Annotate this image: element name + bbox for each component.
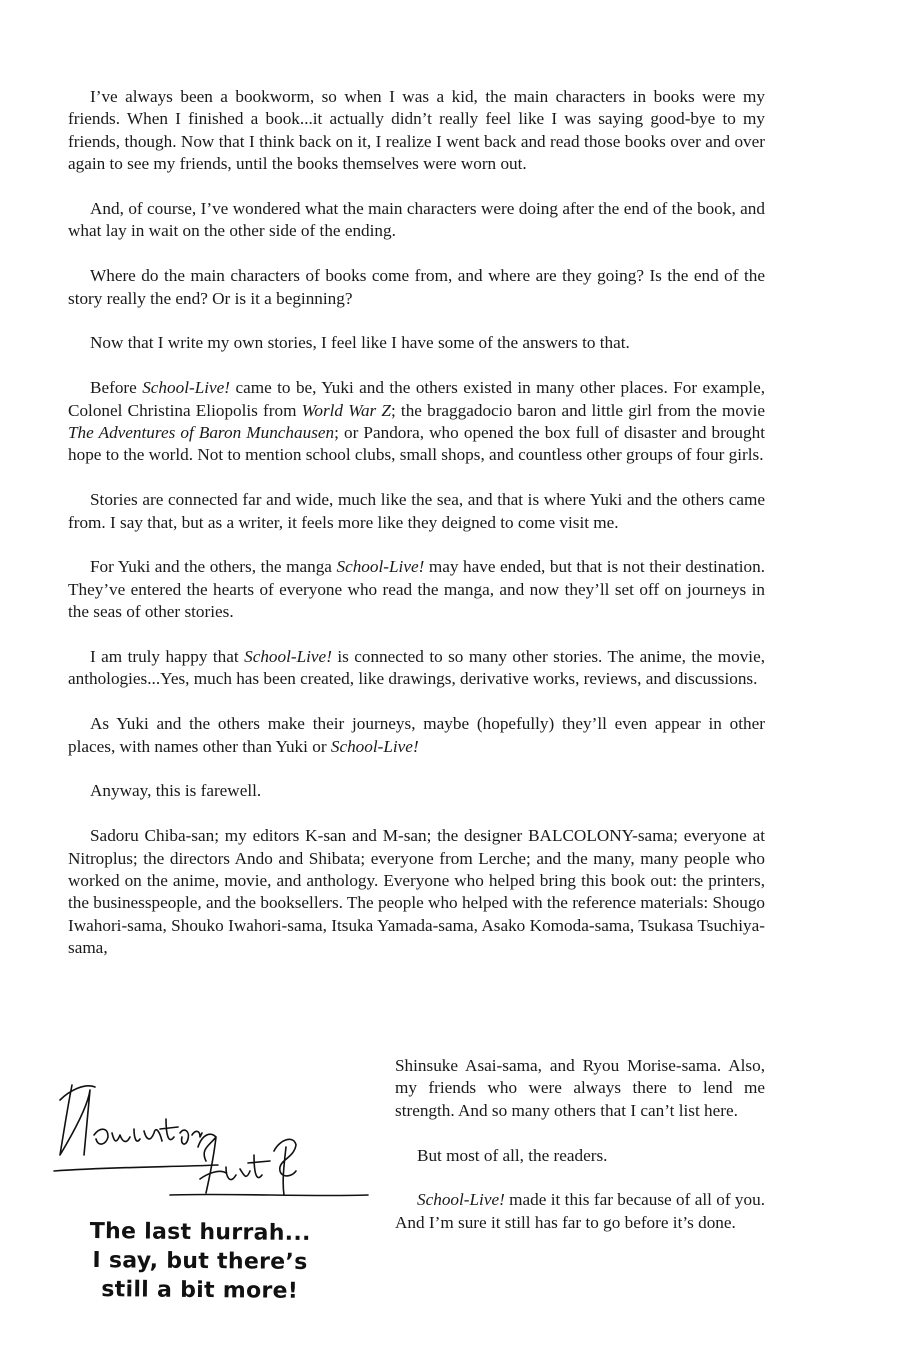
paragraph-11: Sadoru Chiba-san; my editors K-san and M-san; the designer BALCOLONY-sama; everyone at Nitroplus; the directors Ando and Shibata; everyone from Lerche; and the many, many people who worked on the anime, movie, and anthology. Everyone who helped bring this book out: the printers, the businesspeople, and the booksellers. The people who helped with the reference materials: Shougo Iwahori-sama, Shouko Iwahori-sama, Itsuka Yamada-sama, Asako Komoda-sama, Tsukasa Tsuchiya-sama, (68, 826, 766, 958)
paragraph-3: Where do the main characters of books come from, and where are they going? Is the end of the story really the end? Or is it a beginning? (68, 266, 765, 308)
author-signature (50, 1075, 380, 1215)
title-school-live: School-Live! (142, 378, 231, 398)
paragraph-9: As Yuki and the others make their journeys, maybe (hopefully) they’ll even appear in other places, with names other than Yuki or School-Live! (68, 714, 765, 756)
paragraph-7: For Yuki and the others, the manga School-Live! may have ended, but that is not their destination. They’ve entered the hearts of everyone who read the manga, and now they’ll set off on journeys in the seas of other stories. (68, 557, 766, 622)
paragraph-2: And, of course, I’ve wondered what the main characters were doing after the end of the book, and what lay in wait on the other side of the ending. (68, 199, 765, 241)
paragraph-6: Stories are connected far and wide, much like the sea, and that is where Yuki and the others came from. I say that, but as a writer, it feels more like they deigned to come visit me. (68, 490, 765, 532)
paragraph-4: Now that I write my own stories, I feel like I have some of the answers to that. (90, 333, 630, 353)
paragraph-10: Anyway, this is farewell. (90, 781, 262, 801)
paragraph-1: I’ve always been a bookworm, so when I was a kid, the main characters in books were my friends. When I finished a book...it actually didn’t really feel like I was saying good-bye to my friends, though. Now that I think back on it, I realize I went back and read those books over and over again to see my friends, until the books themselves were worn out. (68, 87, 765, 174)
title-world-war-z: World War Z (301, 400, 391, 420)
paragraph-5: Before School-Live! came to be, Yuki and the others existed in many other places. For example, Colonel Christina Eliopolis from World War Z; the braggadocio baron and little girl from the movie The Adventures of Baron Munchausen; or Pandora, who opened the box full of disaster and brought hope to the world. Not to mention school clubs, small shops, and countless other groups of four girls. (68, 378, 765, 465)
caption-line-2: I say, but there’s (92, 1248, 308, 1275)
handwritten-caption (55, 1217, 346, 1307)
title-baron-munchausen: The Adventures of Baron Munchausen (68, 423, 335, 443)
paragraph-11-continued: Shinsuke Asai-sama, and Ryou Morise-sama. Also, my friends who were always there to lend me strength. And so many others that I can’t list here. (395, 1056, 765, 1120)
caption-line-1: The last hurrah... (89, 1219, 311, 1246)
afterword-right-column (395, 1055, 765, 1257)
paragraph-8: I am truly happy that School-Live! is connected to so many other stories. The anime, the movie, anthologies...Yes, much has been created, like drawings, derivative works, reviews, and discussions. (68, 647, 765, 689)
paragraph-12: But most of all, the readers. (417, 1145, 608, 1165)
afterword-body (68, 86, 765, 960)
paragraph-13: School-Live! made it this far because of all of you. And I’m sure it still has far to go before it’s done. (395, 1190, 765, 1232)
caption-line-3: still a bit more! (101, 1277, 299, 1304)
